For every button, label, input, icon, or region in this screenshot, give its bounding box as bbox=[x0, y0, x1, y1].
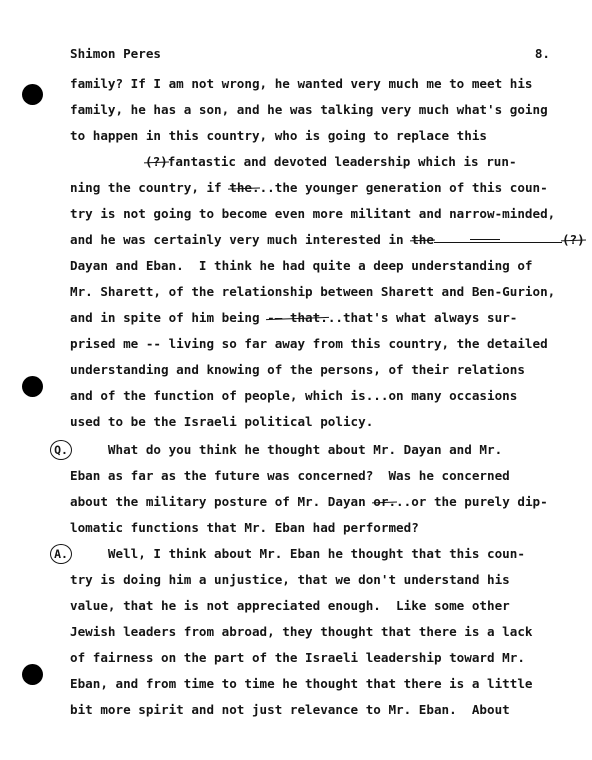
struck-text: (?) bbox=[561, 232, 585, 247]
text-line: Well, I think about Mr. Eban he thought that this coun- bbox=[70, 546, 525, 561]
line-text: ..the younger generation of this coun- bbox=[259, 180, 548, 195]
text-line: Dayan and Eban. I think he had quite a deep understanding of bbox=[70, 258, 533, 273]
text-line: to happen in this country, who is going to replace this bbox=[70, 128, 488, 143]
text-line bbox=[145, 152, 517, 172]
line-text: fantastic and devoted leadership which is run- bbox=[167, 154, 517, 169]
text-line: try is doing him a unjustice, that we don't understand his bbox=[70, 572, 510, 587]
text-line: family, he has a son, and he was talking very much what's going bbox=[70, 102, 548, 117]
text-line: Mr. Sharett, of the relationship between Sharett and Ben-Gurion, bbox=[70, 284, 556, 299]
line-text: ning the country, if bbox=[70, 180, 230, 195]
text-line: value, that he is not appreciated enough. Like some other bbox=[70, 598, 510, 613]
text-line: understanding and knowing of the persons, of their relations bbox=[70, 362, 525, 377]
header-author: Shimon Peres bbox=[70, 46, 161, 61]
text-line: prised me -- living so far away from this country, the detailed bbox=[70, 336, 548, 351]
handwritten-strike-mark bbox=[434, 236, 562, 246]
text-line: Eban as far as the future was concerned? Was he concerned bbox=[70, 468, 510, 483]
page-header bbox=[70, 46, 550, 66]
struck-text: -— that. bbox=[267, 310, 328, 325]
line-text: and in spite of him being bbox=[70, 310, 268, 325]
text-line: What do you think he thought about Mr. Dayan and Mr. bbox=[70, 442, 503, 457]
text-line: family? If I am not wrong, he wanted very much me to meet his bbox=[70, 76, 533, 91]
struck-text: or. bbox=[373, 494, 397, 509]
text-line: of fairness on the part of the Israeli leadership toward Mr. bbox=[70, 650, 525, 665]
text-line: and of the function of people, which is...on many occasions bbox=[70, 388, 518, 403]
answer-marker: A. bbox=[50, 544, 72, 564]
line-text: ..that's what always sur- bbox=[327, 310, 518, 325]
text-line: Eban, and from time to time he thought that there is a little bbox=[70, 676, 533, 691]
text-line: bit more spirit and not just relevance to Mr. Eban. About bbox=[70, 702, 510, 717]
text-line bbox=[70, 308, 517, 328]
line-text: about the military posture of Mr. Dayan bbox=[70, 494, 374, 509]
struck-text: (?) bbox=[145, 154, 168, 169]
punch-hole bbox=[22, 664, 43, 685]
line-text: and he was certainly very much interested in bbox=[70, 232, 412, 247]
text-line: used to be the Israeli political policy. bbox=[70, 414, 374, 429]
struck-text: the. bbox=[229, 180, 260, 195]
text-line: try is not going to become even more militant and narrow-minded, bbox=[70, 206, 556, 221]
punch-hole bbox=[22, 376, 43, 397]
text-line bbox=[70, 492, 548, 512]
page-number: 8. bbox=[534, 46, 550, 61]
question-marker: Q. bbox=[50, 440, 72, 460]
text-line bbox=[70, 230, 585, 250]
line-text: ..or the purely dip- bbox=[396, 494, 548, 509]
text-line bbox=[70, 178, 548, 198]
text-line: Jewish leaders from abroad, they thought that there is a lack bbox=[70, 624, 533, 639]
struck-text: the bbox=[411, 232, 434, 247]
punch-hole bbox=[22, 84, 43, 105]
text-line: lomatic functions that Mr. Eban had performed? bbox=[70, 520, 419, 535]
